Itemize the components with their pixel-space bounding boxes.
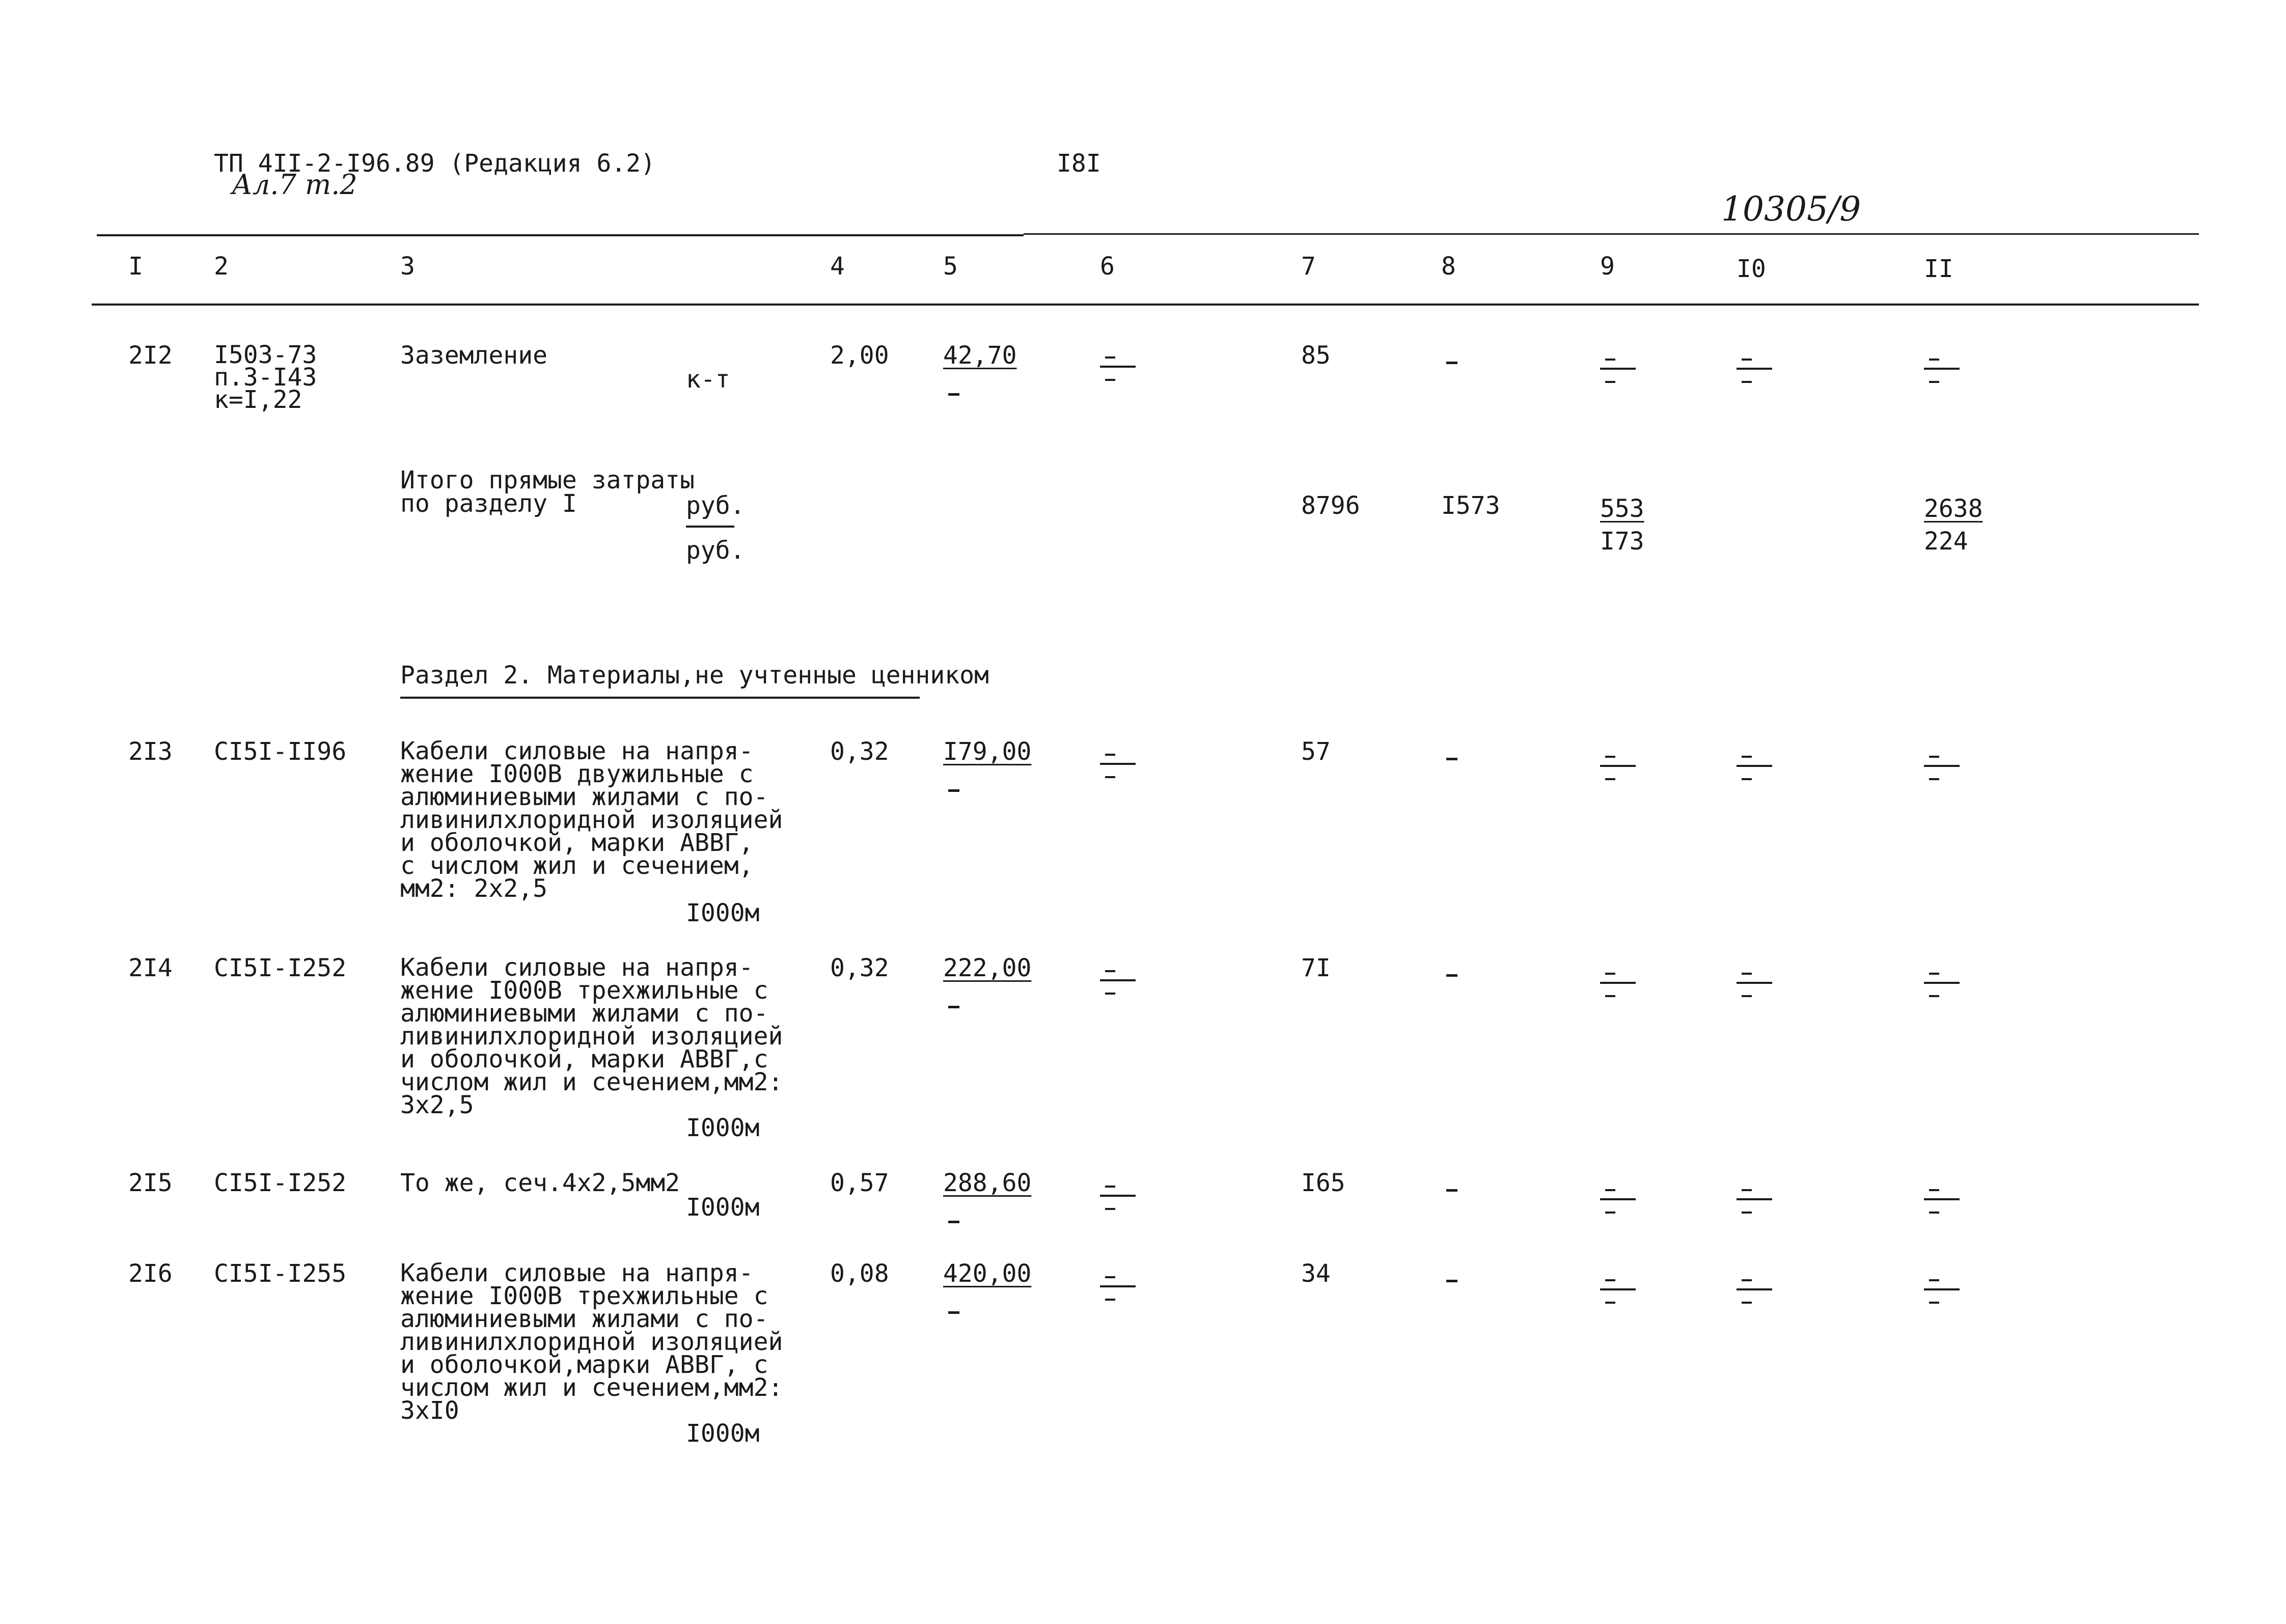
col-header-8: 8 — [1441, 252, 1456, 281]
row-213-code: CI5I-II96 — [214, 737, 347, 766]
row-215-empty-col6 — [1100, 1186, 1136, 1216]
table-header-bottom-rule — [92, 304, 2199, 306]
row-215-code: CI5I-I252 — [214, 1169, 347, 1197]
row-214-empty-col9 — [1600, 973, 1636, 1003]
row-213-dash-5 — [948, 789, 959, 792]
col-header-2: 2 — [214, 252, 229, 281]
subtotal-col11-bottom: 224 — [1924, 527, 1968, 556]
subtotal-desc: Итого прямые затраты по разделу I — [400, 466, 695, 518]
row-213-desc: Кабели силовые на напря- жение I000В двужильные с алюминиевыми жилами с по- ливинилхлоридной изоляцией и оболочкой, марки АВВГ, с числом жил и сечением, мм2: 2х2,5 — [400, 737, 783, 903]
row-216-price: 420,00 — [943, 1259, 1032, 1288]
row-212-empty-col11 — [1924, 359, 1960, 389]
row-215-empty-col9 — [1600, 1189, 1636, 1220]
subtotal-unit-top: руб. — [686, 491, 745, 520]
subtotal-unit-bottom: руб. — [686, 536, 745, 565]
subtotal-col8: I573 — [1441, 491, 1500, 520]
row-212-total: 85 — [1301, 341, 1331, 370]
subtotal-unit-fraction-line — [686, 526, 734, 528]
col-header-10: I0 — [1737, 255, 1766, 283]
row-215-desc: То же, сеч.4х2,5мм2 — [400, 1169, 680, 1197]
row-216-empty-col10 — [1737, 1279, 1772, 1310]
row-213-price: I79,00 — [943, 737, 1032, 766]
page-number: I8I — [1057, 149, 1101, 178]
row-214-unit: I000м — [686, 1114, 760, 1142]
section-2-heading: Раздел 2. Материалы,не учтенные ценником — [400, 661, 989, 690]
subtotal-col9-bottom: I73 — [1600, 527, 1644, 556]
row-212-code: I503-73 п.3-I43 к=I,22 — [214, 341, 317, 414]
row-212-num: 2I2 — [128, 341, 173, 370]
row-213-total: 57 — [1301, 737, 1331, 766]
col-header-7: 7 — [1301, 252, 1316, 281]
col-header-9: 9 — [1600, 252, 1615, 281]
row-215-empty-col10 — [1737, 1189, 1772, 1220]
col-header-11: II — [1924, 255, 1953, 283]
row-215-dash-5 — [948, 1221, 959, 1223]
table-top-rule-right — [1024, 233, 2199, 235]
col-header-4: 4 — [830, 252, 845, 281]
row-214-desc: Кабели силовые на напря- жение I000В трехжильные с алюминиевыми жилами с по- ливинилхлоридной изоляцией и оболочкой, марки АВВГ,с числом жил и сечением,мм2: 3х2,5 — [400, 953, 783, 1119]
row-213-empty-col10 — [1737, 756, 1772, 786]
row-213-dash-8 — [1446, 758, 1457, 760]
row-214-num: 2I4 — [128, 954, 173, 982]
row-215-unit: I000м — [686, 1193, 760, 1222]
row-213-qty: 0,32 — [830, 737, 889, 766]
table-top-rule — [97, 234, 1024, 236]
subtotal-col11-top: 2638 — [1924, 494, 1983, 523]
row-212-empty-col9 — [1600, 359, 1636, 389]
row-214-dash-5 — [948, 1006, 959, 1008]
row-214-empty-col6 — [1100, 970, 1136, 1001]
row-214-empty-col11 — [1924, 973, 1960, 1003]
row-216-code: CI5I-I255 — [214, 1259, 347, 1288]
row-216-empty-col11 — [1924, 1279, 1960, 1310]
row-216-num: 2I6 — [128, 1259, 173, 1288]
row-216-empty-col9 — [1600, 1279, 1636, 1310]
row-216-qty: 0,08 — [830, 1259, 889, 1288]
row-212-dash-5 — [948, 393, 959, 396]
subtotal-total: 8796 — [1301, 491, 1360, 520]
row-212-empty-col10 — [1737, 359, 1772, 389]
row-214-total: 7I — [1301, 954, 1331, 982]
row-216-empty-col6 — [1100, 1276, 1136, 1307]
row-216-total: 34 — [1301, 1259, 1331, 1288]
row-212-desc: Заземление — [400, 341, 547, 370]
row-216-unit: I000м — [686, 1419, 760, 1448]
row-212-qty: 2,00 — [830, 341, 889, 370]
row-215-qty: 0,57 — [830, 1169, 889, 1197]
row-212-price: 42,70 — [943, 341, 1017, 370]
album-note: Ал.7 т.2 — [232, 169, 357, 201]
row-213-unit: I000м — [686, 899, 760, 927]
row-213-empty-col9 — [1600, 756, 1636, 786]
row-214-price: 222,00 — [943, 954, 1032, 982]
row-212-empty-col6 — [1100, 356, 1136, 387]
row-214-code: CI5I-I252 — [214, 954, 347, 982]
row-213-num: 2I3 — [128, 737, 173, 766]
row-214-empty-col10 — [1737, 973, 1772, 1003]
row-215-total: I65 — [1301, 1169, 1345, 1197]
row-213-empty-col11 — [1924, 756, 1960, 786]
row-215-num: 2I5 — [128, 1169, 173, 1197]
col-header-6: 6 — [1100, 252, 1115, 281]
row-216-dash-8 — [1446, 1280, 1457, 1282]
section-2-underline — [400, 697, 920, 699]
stamp-number: 10305/9 — [1721, 189, 1861, 229]
row-215-price: 288,60 — [943, 1169, 1032, 1197]
row-216-dash-5 — [948, 1311, 959, 1314]
row-214-qty: 0,32 — [830, 954, 889, 982]
row-215-dash-8 — [1446, 1189, 1457, 1192]
subtotal-col9-top: 553 — [1600, 494, 1644, 523]
row-216-desc: Кабели силовые на напря- жение I000В трехжильные с алюминиевыми жилами с по- ливинилхлоридной изоляцией и оболочкой,марки АВВГ, с числом жил и сечением,мм2: 3хI0 — [400, 1259, 783, 1425]
document-code: ТП 4II-2-I96.89 (Редакция 6.2) — [214, 149, 655, 178]
row-212-unit: к-т — [686, 365, 730, 394]
row-212-dash-8 — [1446, 362, 1457, 364]
row-213-empty-col6 — [1100, 754, 1136, 784]
row-214-dash-8 — [1446, 974, 1457, 977]
col-header-1: I — [128, 252, 143, 281]
row-215-empty-col11 — [1924, 1189, 1960, 1220]
col-header-5: 5 — [943, 252, 958, 281]
col-header-3: 3 — [400, 252, 415, 281]
